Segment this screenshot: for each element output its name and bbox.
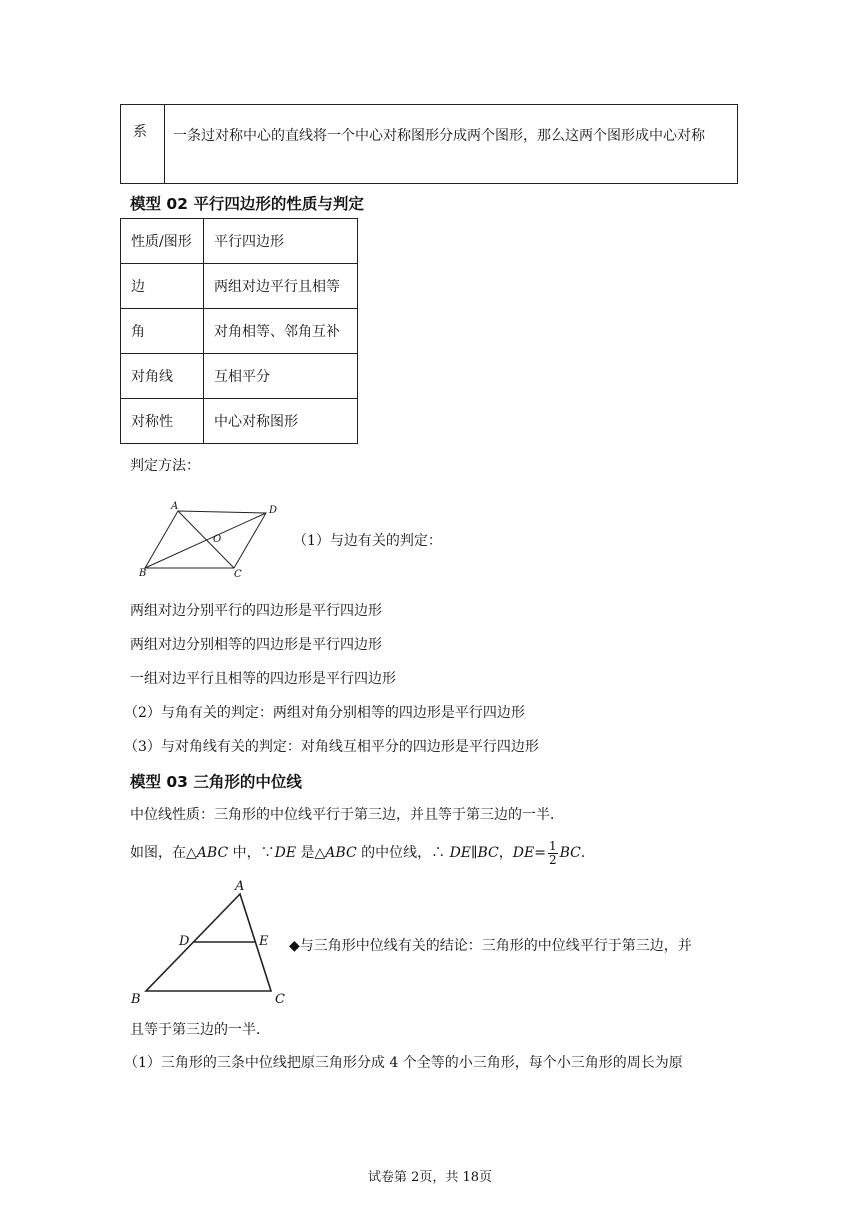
midline-conclusion: ◆与三角形中位线有关的结论：三角形的中位线平行于第三边，并 xyxy=(289,938,692,954)
model02-heading: 模型 02 平行四边形的性质与判定 xyxy=(130,195,364,213)
diagonal-bd xyxy=(145,513,266,568)
label-a: A xyxy=(235,879,245,894)
table-row xyxy=(121,309,358,354)
midline-property: 中位线性质：三角形的中位线平行于第三边，并且等于第三边的一半． xyxy=(130,807,564,823)
judgement-line: 一组对边平行且相等的四边形是平行四边形 xyxy=(130,671,396,687)
label-o: O xyxy=(213,534,222,545)
table-text: 一条过对称中心的直线将一个中心对称图形分成两个图形，那么这两个图形成中心对称 xyxy=(173,128,705,144)
table-cell: 角 xyxy=(121,309,204,354)
table-label-cell xyxy=(121,105,165,183)
table-row xyxy=(121,219,358,264)
table-cell: 中心对称图形 xyxy=(204,399,358,444)
midline-example: 如图，在△ABC 中，∵DE 是△ABC 的中位线，∴ DE∥BC，DE= $\frac{1}{2}$ BC． xyxy=(130,838,595,867)
method-label: 判定方法： xyxy=(130,458,200,474)
table-label: 系 xyxy=(133,124,147,140)
label-e: E xyxy=(259,934,269,949)
midline-conclusion-cont: 且等于第三边的一半． xyxy=(130,1022,270,1038)
table-row xyxy=(121,399,358,444)
side-caption: （1）与边有关的判定： xyxy=(293,533,442,549)
diagonal-ac xyxy=(178,511,234,568)
table-cell: 对角线 xyxy=(121,354,204,399)
judgement-line: 两组对边分别平行的四边形是平行四边形 xyxy=(130,603,382,619)
parallelogram-properties-table xyxy=(120,218,358,444)
table-cell: 互相平分 xyxy=(204,354,358,399)
symmetry-table-fragment xyxy=(120,104,738,184)
label-b: B xyxy=(131,992,141,1007)
table-cell: 两组对边平行且相等 xyxy=(204,264,358,309)
page-footer: 试卷第 2页，共 18页 xyxy=(367,1170,493,1185)
table-cell: 对称性 xyxy=(121,399,204,444)
fraction-one-half: $\frac{1}{2}$ xyxy=(548,838,557,867)
label-a: A xyxy=(171,501,179,512)
table-cell: 对角相等、邻角互补 xyxy=(204,309,358,354)
table-row xyxy=(121,264,358,309)
midline-item-1: （1）三角形的三条中位线把原三角形分成 4 个全等的小三角形，每个小三角形的周长为原 xyxy=(124,1055,683,1071)
label-d: D xyxy=(269,505,278,516)
table-cell: 平行四边形 xyxy=(204,219,358,264)
label-b: B xyxy=(139,568,147,579)
model03-heading: 模型 03 三角形的中位线 xyxy=(130,773,302,791)
judgement-line: （2）与角有关的判定：两组对角分别相等的四边形是平行四边形 xyxy=(124,705,525,721)
judgement-line: （3）与对角线有关的判定：对角线互相平分的四边形是平行四边形 xyxy=(124,739,539,755)
label-d: D xyxy=(179,934,190,949)
label-c: C xyxy=(234,569,242,580)
table-cell: 边 xyxy=(121,264,204,309)
table-cell: 性质/图形 xyxy=(121,219,204,264)
parallelogram-figure xyxy=(133,498,283,580)
table-row xyxy=(121,354,358,399)
triangle-midline-figure xyxy=(130,878,292,1008)
judgement-line: 两组对边分别相等的四边形是平行四边形 xyxy=(130,637,382,653)
label-c: C xyxy=(275,992,285,1007)
